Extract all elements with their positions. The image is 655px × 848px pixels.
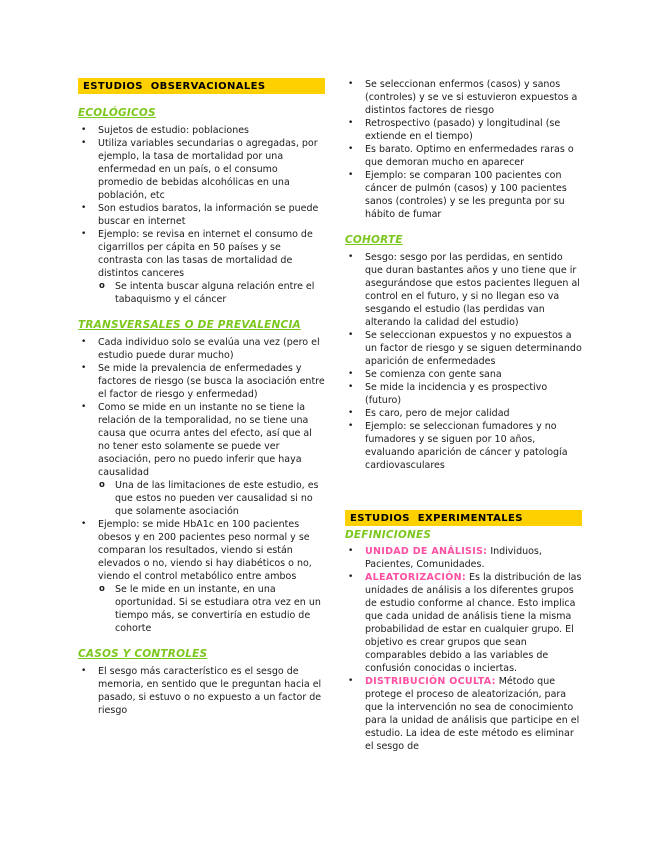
item-text: Se le mide en un instante, en una oportunidad. Si se estudiara otra vez en un tiempo más, se convertiría en estudio de cohorte <box>115 584 321 634</box>
bullet-list <box>78 336 325 635</box>
item-text: Es caro, pero de mejor calidad <box>365 408 510 419</box>
list-item <box>345 78 582 117</box>
list-item <box>96 583 325 635</box>
list-item <box>345 329 582 368</box>
list-item <box>78 336 325 362</box>
term-definition: Método que protege el proceso de aleatorización, para que la intervención no sea de conocimiento para la unidad de análisis que participe en el estudio. La idea de este método es eliminar el sesgo de <box>365 676 580 752</box>
item-text <box>365 545 582 571</box>
list-item <box>345 545 582 571</box>
bullet-marker: • <box>348 144 354 154</box>
list-item <box>78 124 325 137</box>
list-item <box>345 169 582 221</box>
bullet-marker: • <box>348 369 354 379</box>
subsection-heading: TRANSVERSALES O DE PREVALENCIA <box>78 319 301 331</box>
bullet-list <box>78 124 325 306</box>
list-item <box>78 362 325 401</box>
item-text: Sesgo: sesgo por las perdidas, en sentido que duran bastantes años y uno tiene que ir asegurándose que estos pacientes lleguen al control en el futuro, y si no llegan eso va sesgando el estudio (las perdidas van alterando la calidad del estudio) <box>365 252 580 328</box>
item-text: Se mide la incidencia y es prospectivo (futuro) <box>365 382 548 406</box>
item-text: Es barato. Optimo en enfermedades raras o que demoran mucho en aparecer <box>365 144 574 168</box>
list-item <box>78 228 325 280</box>
list-item <box>345 251 582 329</box>
item-text <box>365 571 582 675</box>
item-text: Se mide la prevalencia de enfermedades y factores de riesgo (se busca la asociación entre el factor de riesgo y enfermedad) <box>98 363 325 400</box>
subsection-heading: COHORTE <box>345 234 403 246</box>
list-item <box>78 665 325 717</box>
bullet-marker: • <box>81 519 87 529</box>
term-label: ALEATORIZACIÓN: <box>365 572 466 583</box>
item-text <box>365 675 582 753</box>
bullet-marker: • <box>348 572 354 582</box>
list-item <box>78 401 325 479</box>
bullet-marker: o <box>99 584 105 594</box>
right-column <box>345 78 582 753</box>
list-item <box>345 407 582 420</box>
subsection-heading: CASOS Y CONTROLES <box>78 648 208 660</box>
section-banner: ESTUDIOS EXPERIMENTALES <box>345 510 582 526</box>
term-label: DISTRIBUCIÓN OCULTA: <box>365 676 496 687</box>
list-item <box>345 143 582 169</box>
term-definition: Es la distribución de las unidades de análisis a los diferentes grupos de estudio conforme al chance. Esto implica que cada unidad de análisis tiene la misma probabilidad de estar en cualquier grupo. El objetivo es crear grupos que sean comparables debido a las variables de confusión conocidas o inciertas. <box>365 572 582 674</box>
bullet-marker: • <box>81 363 87 373</box>
item-text: Cada individuo solo se evalúa una vez (pero el estudio puede durar mucho) <box>98 337 320 361</box>
item-text: Se comienza con gente sana <box>365 369 502 380</box>
subsection-heading: ECOLÓGICOS <box>78 107 156 119</box>
bullet-marker: o <box>99 480 105 490</box>
section-banner: ESTUDIOS OBSERVACIONALES <box>78 78 325 94</box>
bullet-marker: • <box>348 382 354 392</box>
bullet-marker: o <box>99 281 105 291</box>
list-item <box>345 571 582 675</box>
list-item <box>96 479 325 518</box>
bullet-marker: • <box>348 170 354 180</box>
bullet-marker: • <box>81 666 87 676</box>
bullet-marker: • <box>348 676 354 686</box>
bullet-marker: • <box>348 421 354 431</box>
list-item <box>78 518 325 583</box>
left-column <box>78 78 325 717</box>
bullet-list <box>78 665 325 717</box>
bullet-marker: • <box>348 118 354 128</box>
subsection-heading: DEFINICIONES <box>345 529 432 541</box>
term-definition: Individuos, Pacientes, Comunidades. <box>365 546 542 570</box>
bullet-marker: • <box>348 546 354 556</box>
item-text: Se intenta buscar alguna relación entre el tabaquismo y el cáncer <box>115 281 315 305</box>
item-text: Retrospectivo (pasado) y longitudinal (se extiende en el tiempo) <box>365 118 561 142</box>
bullet-marker: • <box>81 125 87 135</box>
list-item <box>345 117 582 143</box>
bullet-marker: • <box>348 408 354 418</box>
item-text: Una de las limitaciones de este estudio, es que estos no pueden ver causalidad si no que solamente asociación <box>115 480 319 517</box>
bullet-marker: • <box>348 330 354 340</box>
bullet-list <box>345 251 582 472</box>
item-text: Ejemplo: se revisa en internet el consumo de cigarrillos per cápita en 50 países y se contrasta con las tasas de mortalidad de distintos canceres <box>98 229 313 279</box>
bullet-list <box>345 78 582 221</box>
item-text: Se seleccionan enfermos (casos) y sanos (controles) y se ve si estuvieron expuestos a distintos factores de riesgo <box>365 79 578 116</box>
term-label: UNIDAD DE ANÁLISIS: <box>365 546 488 557</box>
list-item <box>345 381 582 407</box>
bullet-marker: • <box>81 337 87 347</box>
list-item <box>78 137 325 202</box>
item-text: Ejemplo: se mide HbA1c en 100 pacientes obesos y en 200 pacientes peso normal y se comparan los resultados, viendo si están elevados o no, viendo si hay diabéticos o no, viendo el control metabólico entre ambos <box>98 519 312 582</box>
bullet-marker: • <box>81 203 87 213</box>
item-text: Son estudios baratos, la información se puede buscar en internet <box>98 203 319 227</box>
bullet-marker: • <box>348 252 354 262</box>
item-text: Se seleccionan expuestos y no expuestos a un factor de riesgo y se siguen determinando aparición de enfermedades <box>365 330 582 367</box>
item-text: Sujetos de estudio: poblaciones <box>98 125 250 136</box>
item-text: El sesgo más característico es el sesgo de memoria, en sentido que le preguntan hacia el pasado, si estuvo o no expuesto a un factor de riesgo <box>98 666 322 716</box>
item-text: Utiliza variables secundarias o agregadas, por ejemplo, la tasa de mortalidad por una enfermedad en un país, o el consumo promedio de bebidas alcohólicas en una población, etc <box>98 138 318 201</box>
item-text: Ejemplo: se seleccionan fumadores y no fumadores y se siguen por 10 años, evaluando aparición de cáncer y patología cardiovasculares <box>365 421 568 471</box>
bullet-marker: • <box>81 229 87 239</box>
list-item <box>345 368 582 381</box>
list-item <box>345 420 582 472</box>
list-item <box>345 675 582 753</box>
bullet-marker: • <box>348 79 354 89</box>
list-item <box>96 280 325 306</box>
bullet-list <box>345 545 582 753</box>
bullet-marker: • <box>81 402 87 412</box>
bullet-marker: • <box>81 138 87 148</box>
item-text: Como se mide en un instante no se tiene la relación de la temporalidad, no se tiene una causa que ocurra antes del efecto, así que al no tener esto solamente se puede ver asociación, pero no puedo inferir que haya causalidad <box>98 402 312 478</box>
item-text: Ejemplo: se comparan 100 pacientes con cáncer de pulmón (casos) y 100 pacientes sanos (controles) y se les pregunta por su hábito de fumar <box>365 170 567 220</box>
list-item <box>78 202 325 228</box>
